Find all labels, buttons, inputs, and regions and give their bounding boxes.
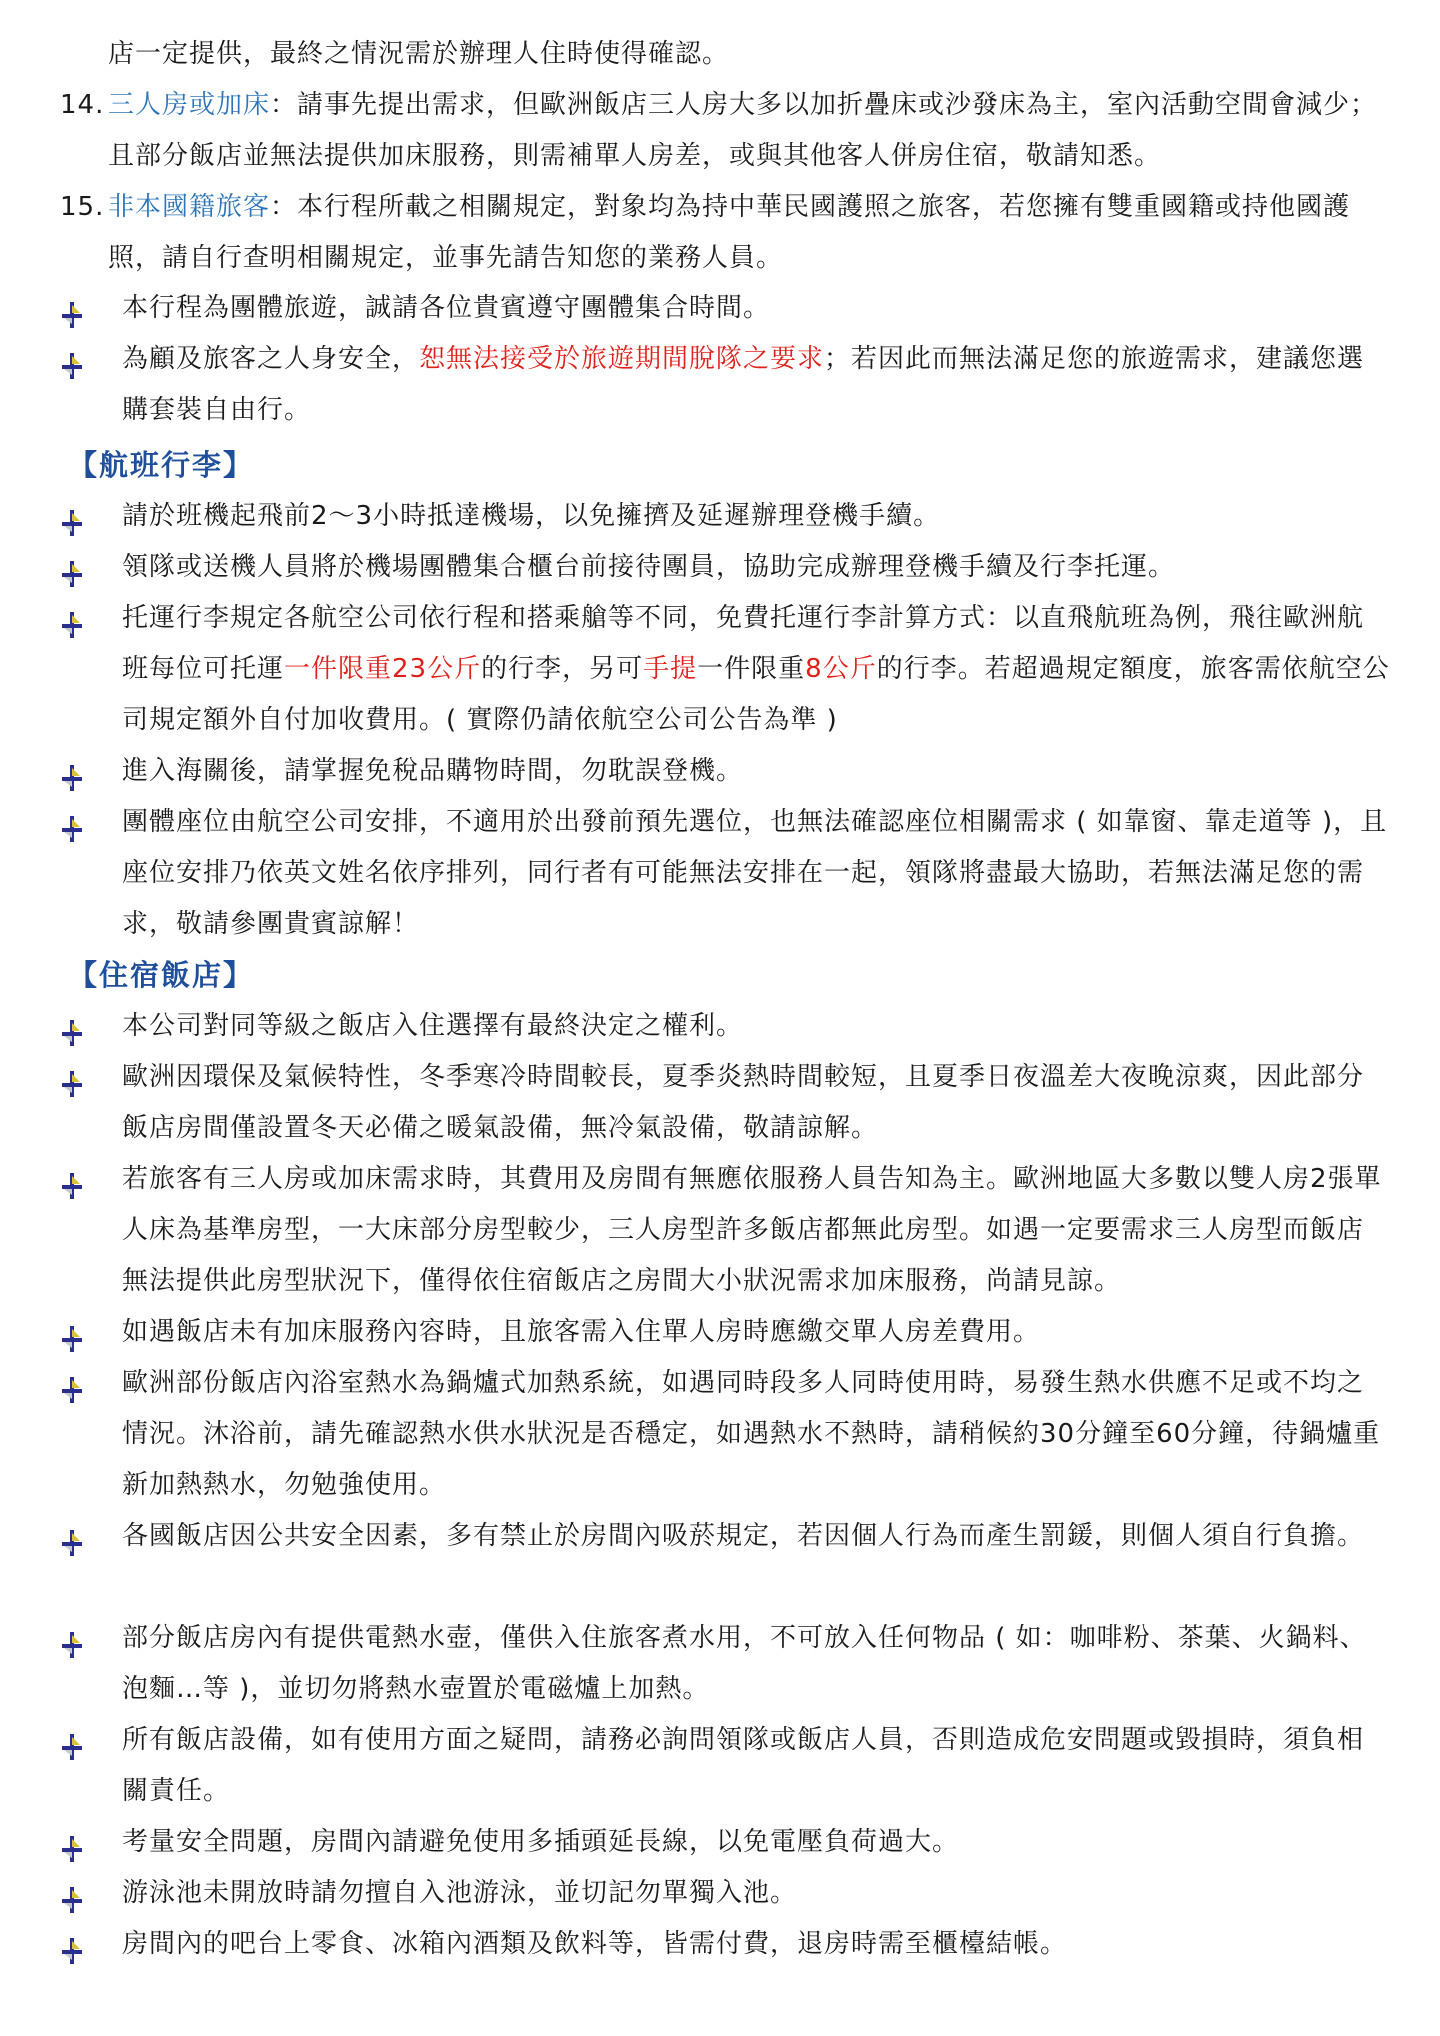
bullet-text: [122, 491, 1390, 542]
bullet-item: [60, 491, 1390, 542]
bullet-pointer-icon: [60, 1013, 84, 1039]
intro-line: 店一定提供，最終之情況需於辦理人住時使得確認。: [108, 39, 730, 69]
text-run: 游泳池未開放時請勿擅自入池游泳，並切記勿單獨入池。: [122, 1878, 798, 1908]
bullet-text: [122, 1001, 1390, 1052]
bullet-item: [60, 1052, 1390, 1154]
bullet-item: [60, 1307, 1390, 1358]
item-number: 14.: [60, 90, 105, 120]
bullet-text: [122, 542, 1390, 593]
text-run: 托運行李規定各航空公司依行程和搭乘艙等不同，免費托運行李計算方式：以直飛航班為例，飛往歐洲航班每位可托運: [122, 603, 1365, 684]
highlight-text: 手提: [643, 654, 698, 684]
bullet-text: [122, 1358, 1390, 1511]
bullet-item: [60, 797, 1390, 950]
bullet-pointer-icon: [60, 605, 84, 631]
bullet-pointer-icon: [60, 1727, 84, 1753]
text-run: 歐洲因環保及氣候特性，冬季寒冷時間較長，夏季炎熱時間較短，且夏季日夜溫差大夜晚涼爽，因此部分飯店房間僅設置冬天必備之暖氣設備，無冷氣設備，敬請諒解。: [122, 1062, 1365, 1143]
bullet-text: [122, 1154, 1390, 1307]
bullet-item: [60, 1001, 1390, 1052]
bullet-pointer-icon: [60, 1523, 84, 1549]
text-run: 的行李，另可: [481, 654, 644, 684]
text-run: 如遇飯店未有加床服務內容時，且旅客需入住單人房時應繳交單人房差費用。: [122, 1317, 1041, 1347]
highlight-text: 恕無法接受於旅遊期間脫隊之要求: [419, 344, 825, 374]
bullet-pointer-icon: [60, 554, 84, 580]
bullet-text: [122, 797, 1390, 950]
bullet-pointer-icon: [60, 1931, 84, 1957]
bullet-pointer-icon: [60, 1370, 84, 1396]
numbered-item-14: [60, 80, 1390, 182]
text-run: 的行李。若超過規定額度，旅客需依航空公司規定額外自付加收費用。( 實際仍請依航空公司公告為準 ): [122, 654, 1390, 735]
text-run: 本行程為團體旅遊，誠請各位貴賓遵守團體集合時間。: [122, 293, 771, 323]
bullet-item: [60, 1358, 1390, 1511]
text-run: 歐洲部份飯店內浴室熱水為鍋爐式加熱系統，如遇同時段多人同時使用時，易發生熱水供應不足或不均之情況。沐浴前，請先確認熱水供水狀況是否穩定，如遇熱水不熱時，請稍候約30分鐘至60分鐘，待鍋爐重新加熱熱水，勿勉強使用。: [122, 1368, 1381, 1500]
bullet-pointer-icon: [60, 809, 84, 835]
section-heading-hotel: 【住宿飯店】: [68, 958, 255, 992]
bullet-pointer-icon: [60, 346, 84, 372]
bullet-pointer-icon: [60, 503, 84, 529]
bullet-pointer-icon: [60, 758, 84, 784]
bullet-item: [60, 1613, 1390, 1715]
text-run: ；若因此而無法滿足您的旅遊需求，建議您選購套裝自由行。: [122, 344, 1365, 425]
bullet-text: [122, 1307, 1390, 1358]
bullet-item: [60, 746, 1390, 797]
text-run: 領隊或送機人員將於機場團體集合櫃台前接待團員，協助完成辦理登機手續及行李托運。: [122, 552, 1176, 582]
item-term: 三人房或加床: [108, 90, 271, 120]
bullet-text: [122, 593, 1390, 746]
bullet-text: [122, 334, 1390, 436]
highlight-text: 一件限重23公斤: [284, 654, 482, 684]
highlight-text: 8公斤: [805, 654, 877, 684]
bullet-pointer-icon: [60, 1625, 84, 1651]
bullet-text: [122, 746, 1390, 797]
text-run: 一件限重: [697, 654, 806, 684]
bullet-text: [122, 1919, 1390, 1970]
text-run: 本公司對同等級之飯店入住選擇有最終決定之權利。: [122, 1011, 744, 1041]
section-heading-flight: 【航班行李】: [68, 448, 255, 482]
text-run: 考量安全問題，房間內請避免使用多插頭延長線，以免電壓負荷過大。: [122, 1827, 960, 1857]
text-run: 請於班機起飛前2～3小時抵達機場，以免擁擠及延遲辦理登機手續。: [122, 501, 941, 531]
bullet-item: [60, 593, 1390, 746]
bullet-item: [60, 1919, 1390, 1970]
bullet-text: [122, 283, 1390, 334]
bullet-item: [60, 1511, 1390, 1613]
item-text: ：請事先提出需求，但歐洲飯店三人房大多以加折疊床或沙發床為主，室內活動空間會減少；且部分飯店並無法提供加床服務，則需補單人房差，或與其他客人併房住宿，敬請知悉。: [108, 90, 1378, 171]
text-run: 若旅客有三人房或加床需求時，其費用及房間有無應依服務人員告知為主。歐洲地區大多數以雙人房2張單人床為基準房型，一大床部分房型較少，三人房型許多飯店都無此房型。如遇一定要需求三人房型而飯店無法提供此房型狀況下，僅得依住宿飯店之房間大小狀況需求加床服務，尚請見諒。: [122, 1164, 1382, 1296]
bullet-pointer-icon: [60, 1319, 84, 1345]
bullet-text: [122, 1613, 1390, 1715]
text-run: 部分飯店房內有提供電熱水壺，僅供入住旅客煮水用，不可放入任何物品 ( 如：咖啡粉、茶葉、火鍋料、泡麵…等 )，並切勿將熱水壺置於電磁爐上加熱。: [122, 1623, 1367, 1704]
bullet-item: [60, 334, 1390, 436]
bullet-item: [60, 1715, 1390, 1817]
bullet-item: [60, 1154, 1390, 1307]
bullet-text: [122, 1511, 1390, 1562]
bullet-text: [122, 1052, 1390, 1154]
bullet-text: [122, 1817, 1390, 1868]
bullet-pointer-icon: [60, 1829, 84, 1855]
bullet-text: [122, 1868, 1390, 1919]
text-run: 團體座位由航空公司安排，不適用於出發前預先選位，也無法確認座位相關需求 ( 如靠窗、靠走道等 )，且座位安排乃依英文姓名依序排列，同行者有可能無法安排在一起，領隊將盡最大協助，若無法滿足您的需求，敬請參團貴賓諒解！: [122, 807, 1388, 939]
bullet-item: [60, 1817, 1390, 1868]
bullet-text: [122, 1715, 1390, 1817]
bullet-pointer-icon: [60, 1064, 84, 1090]
text-run: 為顧及旅客之人身安全，: [122, 344, 420, 374]
bullet-item: [60, 283, 1390, 334]
text-run: 所有飯店設備，如有使用方面之疑問，請務必詢問領隊或飯店人員，否則造成危安問題或毀損時，須負相關責任。: [122, 1725, 1365, 1806]
numbered-item-15: [60, 182, 1390, 284]
bullet-pointer-icon: [60, 1166, 84, 1192]
item-text: ：本行程所載之相關規定，對象均為持中華民國護照之旅客，若您擁有雙重國籍或持他國護照，請自行查明相關規定，並事先請告知您的業務人員。: [108, 192, 1351, 273]
bullet-item: [60, 542, 1390, 593]
text-run: 進入海關後，請掌握免稅品購物時間，勿耽誤登機。: [122, 756, 744, 786]
text-run: 各國飯店因公共安全因素，多有禁止於房間內吸菸規定，若因個人行為而產生罰鍰，則個人須自行負擔。: [122, 1521, 1365, 1551]
bullet-pointer-icon: [60, 1880, 84, 1906]
bullet-pointer-icon: [60, 295, 84, 321]
item-term: 非本國籍旅客: [108, 192, 271, 222]
bullet-item: [60, 1868, 1390, 1919]
text-run: 房間內的吧台上零食、冰箱內酒類及飲料等，皆需付費，退房時需至櫃檯結帳。: [122, 1929, 1068, 1959]
item-number: 15.: [60, 192, 105, 222]
